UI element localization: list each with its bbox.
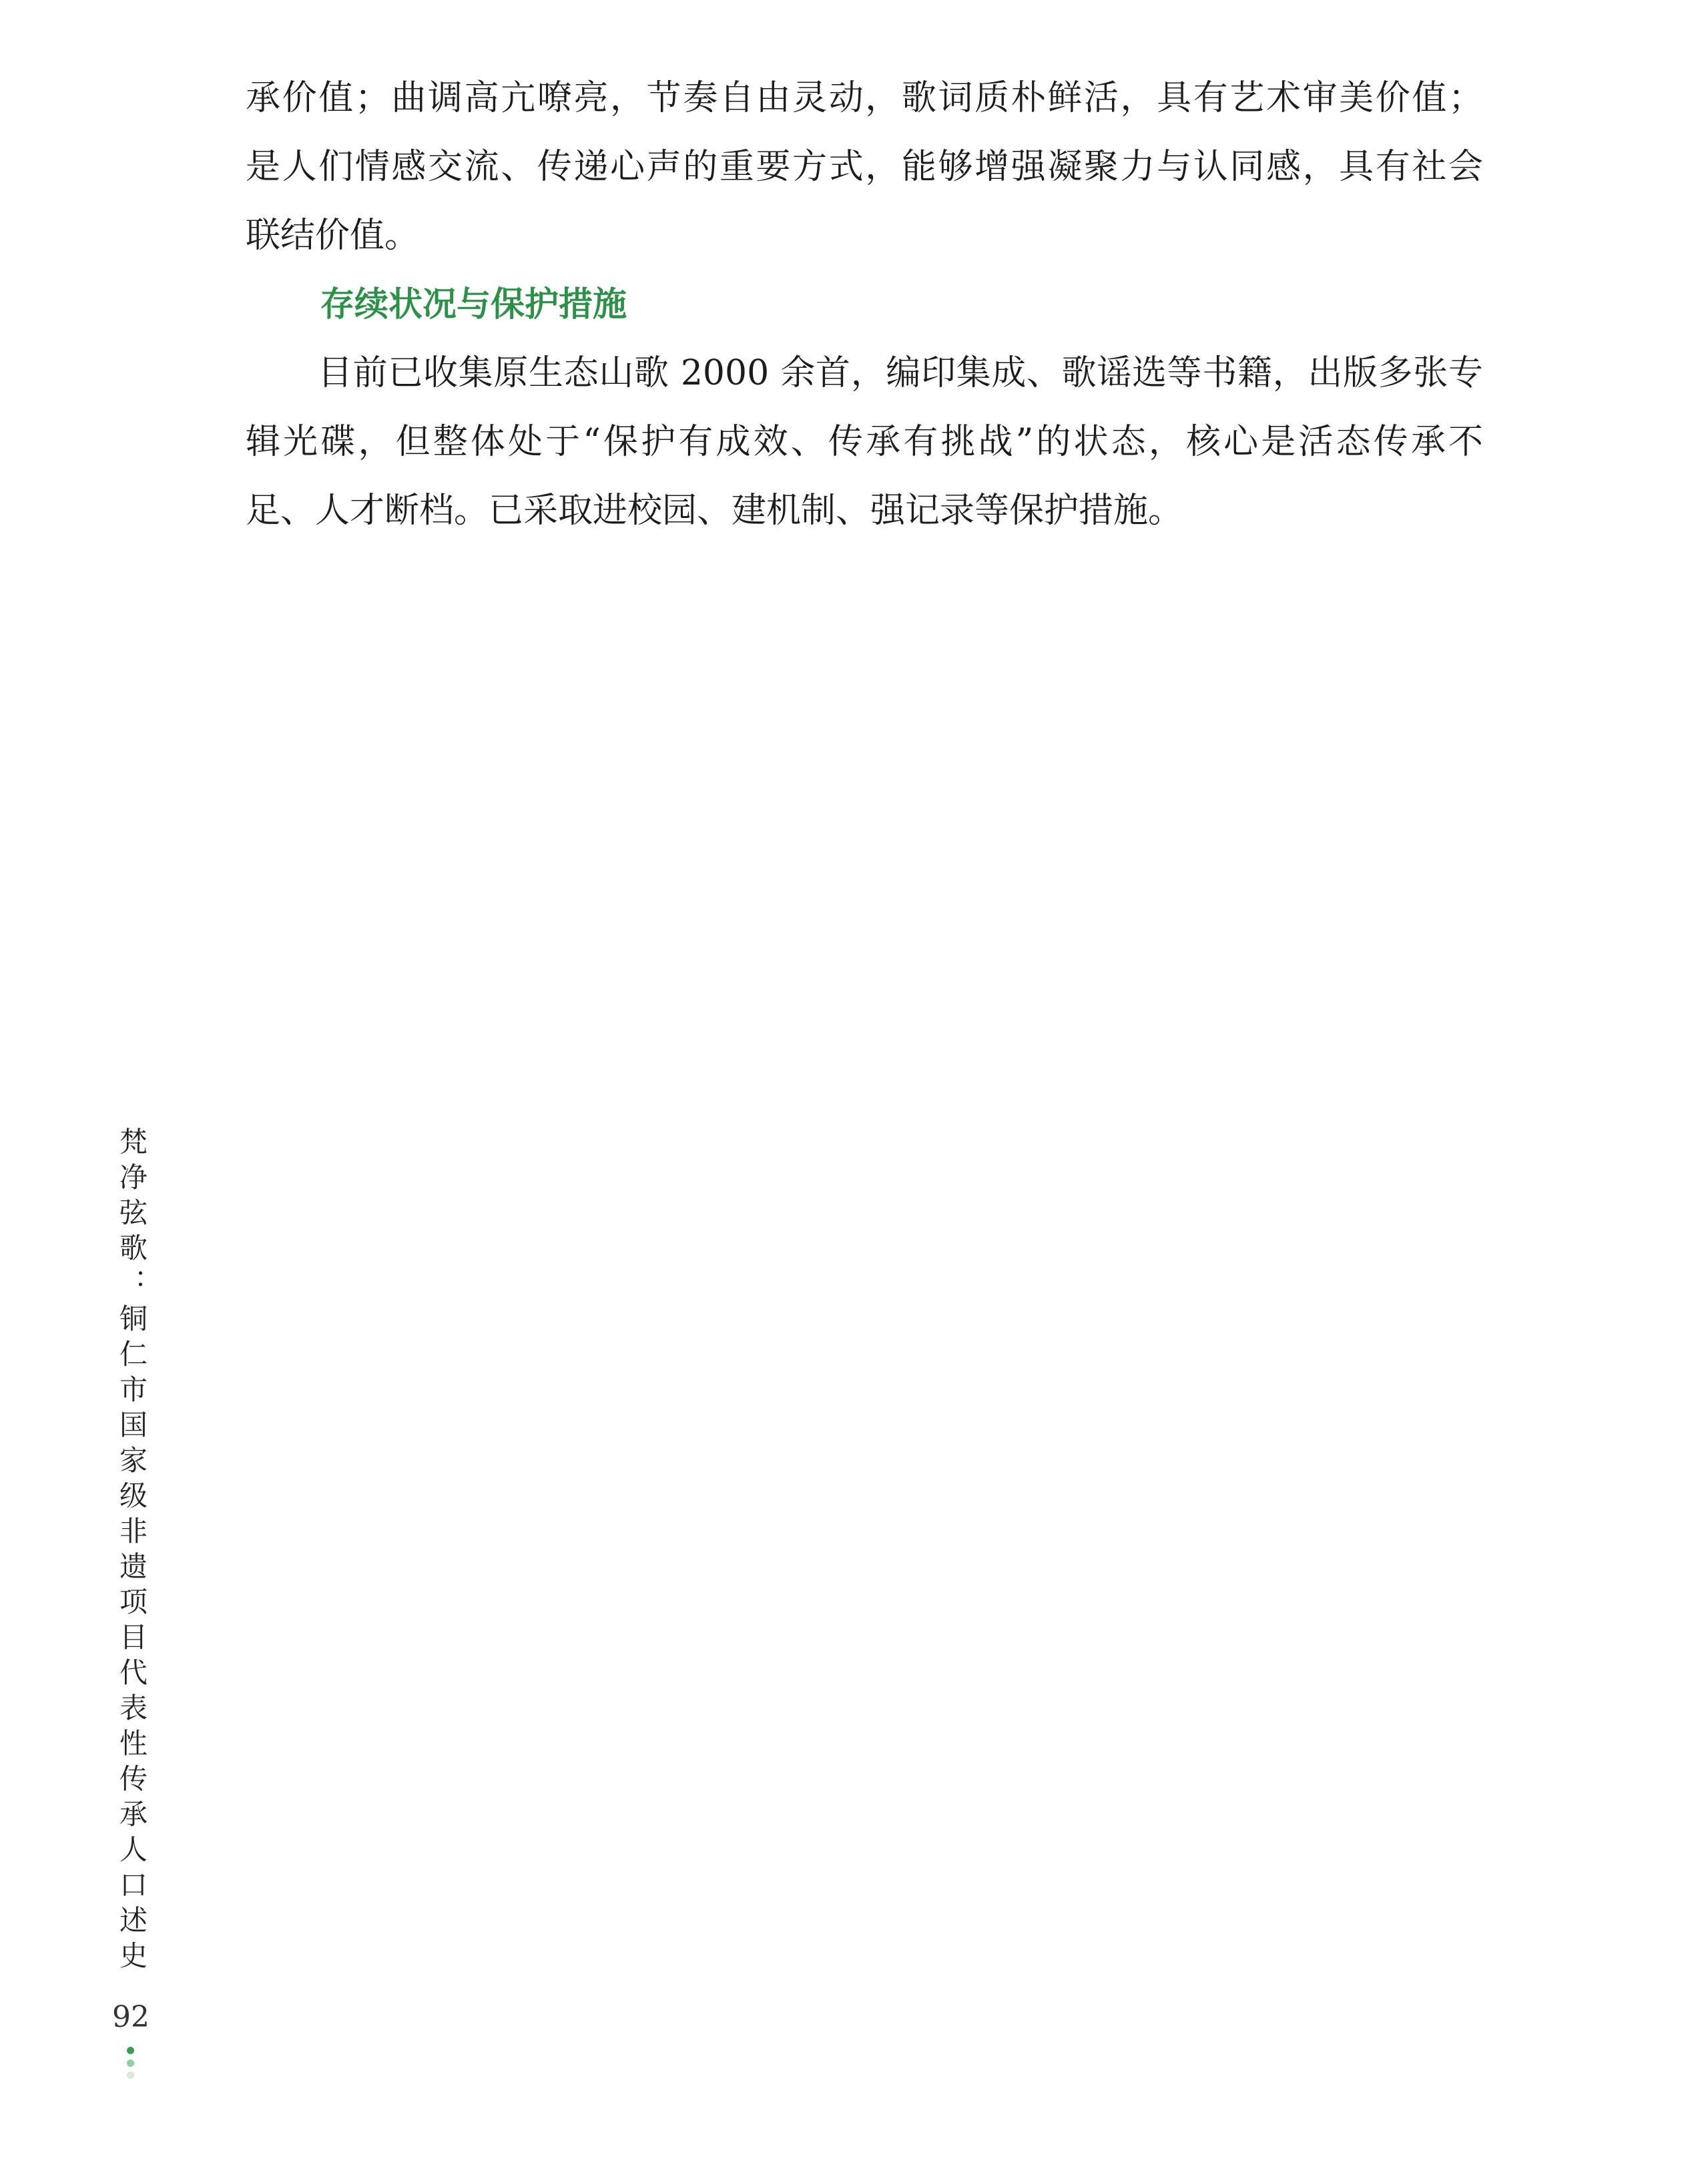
paragraph-line: 足、人才断档。已采取进校园、建机制、强记录等保护措施。	[246, 491, 1183, 531]
paragraph-line: 联结价值。	[246, 216, 420, 256]
paragraph-line: 是人们情感交流、传递心声的重要方式，能够增强凝聚力与认同感，具有社会	[246, 147, 1483, 187]
paragraph-line: 目前已收集原生态山歌 2000 余首，编印集成、歌谣选等书籍，出版多张专	[318, 353, 1483, 393]
page-dot-decoration	[127, 2072, 134, 2079]
running-head-book-title: 梵净弦歌：铜仁市国家级非遗项目代表性传承人口述史	[115, 1127, 148, 1976]
page-dot-decoration	[127, 2047, 134, 2054]
page-dot-decoration	[127, 2060, 134, 2067]
section-heading: 存续状况与保护措施	[320, 285, 627, 324]
paragraph-line: 承价值；曲调高亢嘹亮，节奏自由灵动，歌词质朴鲜活，具有艺术审美价值；	[246, 78, 1483, 118]
page-number: 92	[112, 2000, 150, 2034]
paragraph-line: 辑光碟，但整体处于“保护有成效、传承有挑战”的状态，核心是活态传承不	[246, 422, 1483, 462]
body-text	[246, 64, 1483, 545]
